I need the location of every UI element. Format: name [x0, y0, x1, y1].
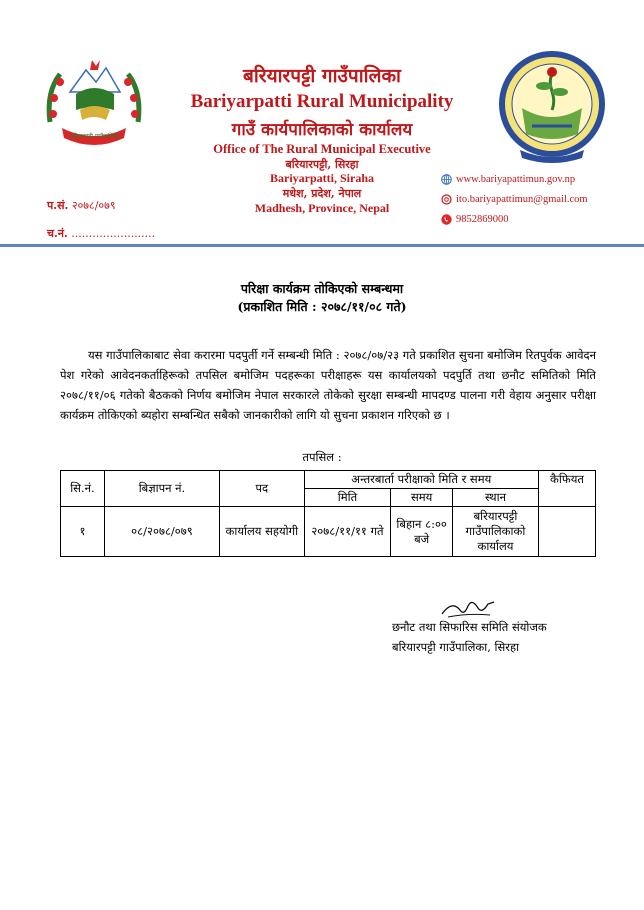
- notice-subject: परिक्षा कार्यक्रम तोकिएको सम्बन्धमा: [240, 281, 404, 296]
- dispatch-number: [47, 226, 155, 241]
- emblem-caption: बरियारपट्टी गाउँपालिका: [70, 133, 120, 140]
- website-text[interactable]: www.bariyapattimun.gov.np: [456, 174, 576, 185]
- header-divider: [0, 244, 644, 247]
- details-heading: तपसिल :: [302, 450, 342, 464]
- reference-number: [47, 198, 116, 213]
- phone-contact[interactable]: [441, 214, 509, 225]
- notice-paragraph: यस गाउँपालिकाबाट सेवा करारमा पदपुर्ती गर्ने सम्बन्धी मिति : २०७८/०७/२३ गते प्रकाशित सुचना बमोजिम रितपुर्वक आवेदन पेश गरेको आवेदनकर्ताहिरूको तपसिल बमोजिम पदहरूका परीक्षाहरू यस कार्यालयको पदपुर्ति तथा छनौट समितिको मिति २०७८/११/०६ गतेको बैठकको निर्णय बमोजिम नेपाल सरकारले तोकेको सुरक्षा सम्बन्धी मापदण्ड पालना गरी वेहाय अनुसार परीक्षा कार्यक्रम तोकिएको ब्यहोरा सम्बन्धित सबैको जानकारीको लागि यो सुचना प्रकाशन गरिएको छ ।: [60, 348, 596, 422]
- municipality-name-en: Bariyarpatti Rural Municipality: [190, 91, 454, 112]
- signatory-title: छनौट तथा सिफारिस समिति संयोजक: [392, 620, 547, 634]
- col-header-time: समय: [391, 489, 453, 507]
- cell-remarks: [539, 507, 596, 557]
- phone-text[interactable]: 9852869000: [456, 214, 509, 225]
- cell-ad-no: ०८/२०७८/०७९: [104, 507, 219, 557]
- dispatch-value: ........................: [71, 227, 156, 240]
- office-name-en: Office of The Rural Municipal Executive: [213, 142, 431, 156]
- published-date: (प्रकाशित मिति : २०७८/११/०८ गते): [237, 299, 407, 314]
- dispatch-label: च.नं.: [47, 227, 68, 240]
- municipality-name-np: बरियारपट्टी गाउँपालिका: [243, 65, 401, 87]
- cell-sn: १: [61, 507, 105, 557]
- col-header-interview: अन्तरबार्ता परीक्षाको मिति र समय: [304, 471, 538, 489]
- table-row: [61, 507, 596, 557]
- col-header-date: मिति: [304, 489, 391, 507]
- cell-venue: बरियारपट्टी गाउँपालिकाको कार्यालय: [452, 507, 538, 557]
- col-header-post: पद: [220, 471, 304, 507]
- col-header-sn: सि.नं.: [61, 471, 105, 507]
- cell-post: कार्यालय सहयोगी: [220, 507, 304, 557]
- signature-mark: [438, 596, 498, 620]
- cell-date: २०७८/११/११ गते: [304, 507, 391, 557]
- cell-time: बिहान ८:०० बजे: [391, 507, 453, 557]
- website-contact[interactable]: [441, 174, 575, 185]
- office-name-np: गाउँ कार्यपालिकाको कार्यालय: [231, 120, 413, 140]
- globe-icon: [441, 174, 452, 185]
- reference-label: प.सं.: [47, 199, 69, 212]
- address-en: Bariyarpatti, Siraha: [270, 171, 374, 185]
- col-header-venue: स्थान: [452, 489, 538, 507]
- phone-icon: [441, 214, 452, 225]
- province-en: Madhesh, Province, Nepal: [254, 201, 390, 215]
- col-header-remarks: कैफियत: [539, 471, 596, 507]
- address-np: बरियारपट्टी, सिरहा: [285, 158, 359, 171]
- email-icon: [441, 194, 452, 205]
- signatory-office: बरियारपट्टी गाउँपालिका, सिरहा: [392, 640, 520, 654]
- reference-value: २०७८/०७९: [71, 199, 116, 212]
- email-contact[interactable]: [441, 194, 588, 205]
- col-header-ad-no: बिज्ञापन नं.: [104, 471, 219, 507]
- exam-schedule-table: [60, 470, 596, 557]
- email-text[interactable]: ito.bariyapattimun@gmail.com: [456, 194, 588, 205]
- province-np: मधेश, प्रदेश, नेपाल: [282, 187, 362, 200]
- table-header-row: [61, 471, 596, 489]
